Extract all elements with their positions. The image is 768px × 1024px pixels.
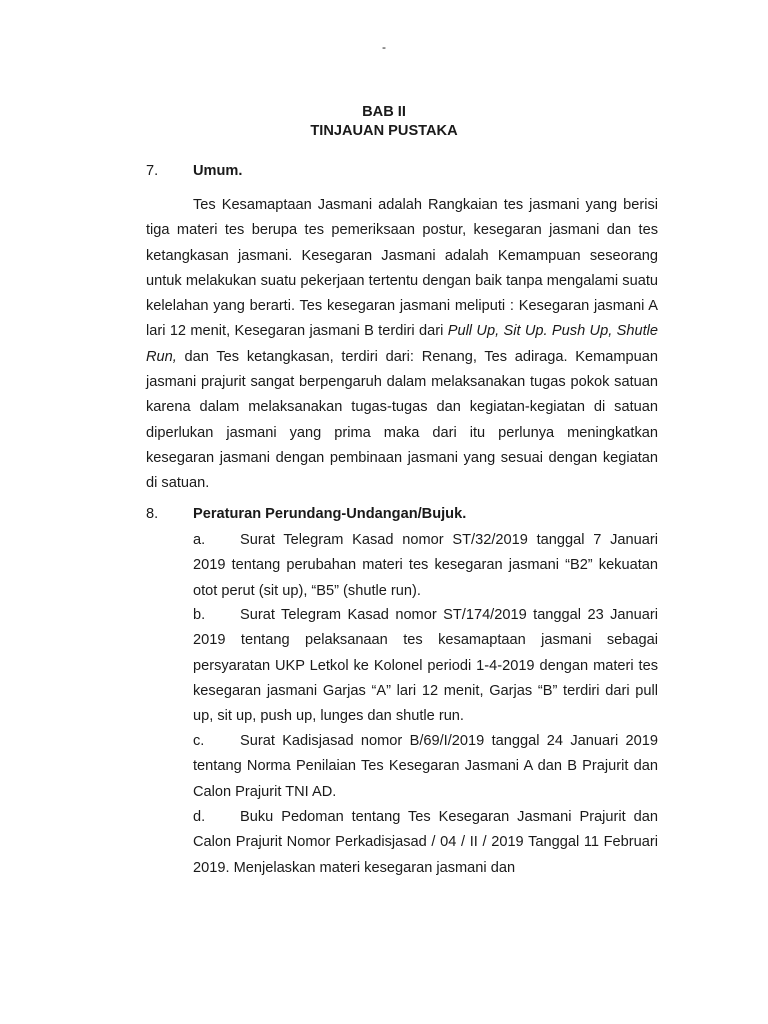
item-text: Buku Pedoman tentang Tes Kesegaran Jasmani Prajurit dan Calon Prajurit Nomor Perkadisjasad / 04 / II / 2019 Tanggal 11 Februari 2019. Menjelaskan materi kesegaran jasmani dan: [193, 809, 658, 876]
paragraph-text-a: Tes Kesamaptaan Jasmani adalah Rangkaian tes jasmani yang berisi tiga materi tes berupa tes pemeriksaan postur, kesegaran jasmani dan tes ketangkasan jasmani. Kesegaran Jasmani adalah Kemampuan seseorang untuk melakukan suatu pekerjaan tertentu dengan baik tanpa mengalami suatu kelelahan yang berarti. Tes kesegaran jasmani meliputi : Kesegaran jasmani A lari 12 menit, Kesegaran jasmani B terdiri dari: [146, 197, 658, 340]
paragraph-text-italic: Pull Up, Sit Up. Push Up, Shutle Run,: [146, 323, 658, 365]
item-label: a.: [193, 532, 206, 548]
chapter-title: TINJAUAN PUSTAKA: [310, 123, 458, 139]
section-8-number: 8.: [146, 506, 159, 522]
chapter-label: BAB II: [362, 104, 406, 120]
section-8-title: Peraturan Perundang-Undangan/Bujuk.: [193, 506, 467, 522]
list-item-a: [193, 528, 658, 604]
section-7-title: Umum.: [193, 163, 243, 179]
item-label: d.: [193, 809, 206, 825]
list-item-b: [193, 603, 658, 729]
item-label: b.: [193, 607, 206, 623]
section-7-paragraph: [146, 193, 658, 497]
item-text: Surat Kadisjasad nomor B/69/I/2019 tanggal 24 Januari 2019 tentang Norma Penilaian Tes Kesegaran Jasmani A dan B Prajurit dan Calon Prajurit TNI AD.: [193, 733, 658, 800]
item-label: c.: [193, 733, 205, 749]
list-item-d: [193, 805, 658, 881]
list-item-c: [193, 729, 658, 805]
item-text: Surat Telegram Kasad nomor ST/174/2019 tanggal 23 Januari 2019 tentang pelaksanaan tes kesamaptaan jasmani sebagai persyaratan UKP Letkol ke Kolonel periodi 1-4-2019 dengan materi tes kesegaran jasmani Garjas “A” lari 12 menit, Garjas “B” terdiri dari pull up, sit up, push up, lunges dan shutle run.: [193, 607, 658, 725]
page-marker: -: [382, 40, 386, 54]
item-text: Surat Telegram Kasad nomor ST/32/2019 tanggal 7 Januari 2019 tentang perubahan materi tes kesegaran jasmani “B2” kekuatan otot perut (sit up), “B5” (shutle run).: [193, 532, 658, 599]
paragraph-text-b: dan Tes ketangkasan, terdiri dari: Renang, Tes adiraga. Kemampuan jasmani prajurit sangat berpengaruh dalam melaksanakan tugas pokok satuan karena dalam melaksanakan tugas-tugas dan kegiatan-kegiatan di satuan diperlukan jasmani yang prima maka dari itu perlunya meningkatkan kesegaran jasmani dengan pembinaan jasmani yang sesuai dengan kegiatan di satuan.: [146, 348, 658, 492]
section-7-number: 7.: [146, 163, 159, 179]
